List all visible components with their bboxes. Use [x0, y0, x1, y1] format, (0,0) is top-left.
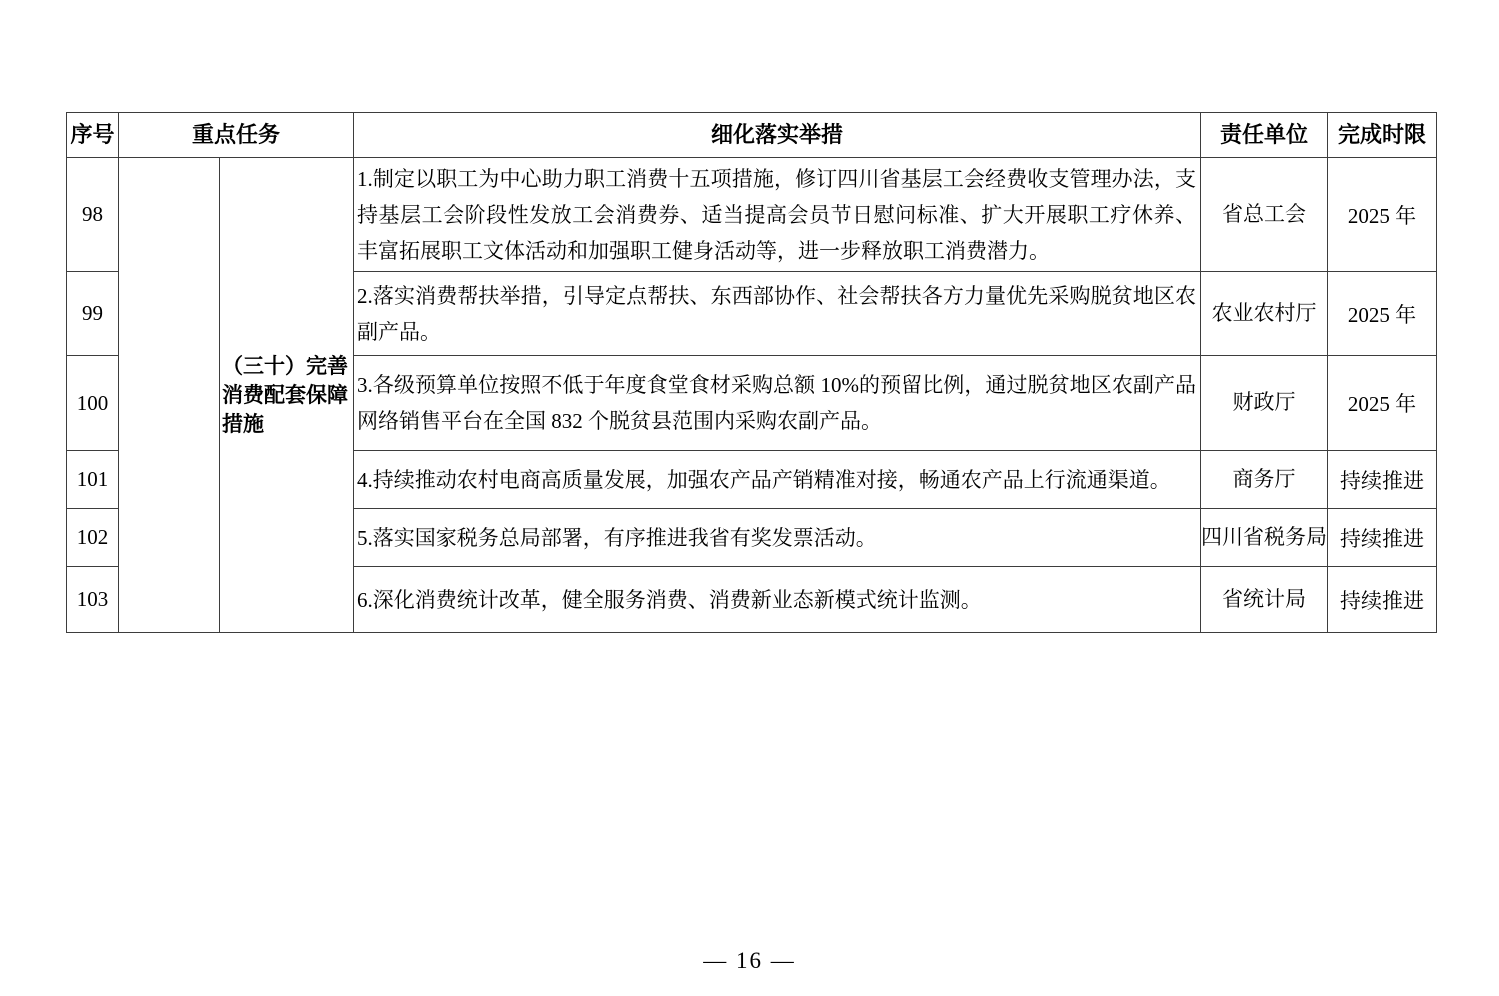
row-index: 101 — [67, 451, 119, 509]
row-index: 102 — [67, 509, 119, 567]
table-row — [67, 158, 1437, 272]
deadline: 2025 年 — [1328, 272, 1437, 356]
responsible-unit: 省总工会 — [1201, 158, 1328, 272]
deadline: 持续推进 — [1328, 509, 1437, 567]
responsible-unit: 财政厅 — [1201, 356, 1328, 451]
header-task: 重点任务 — [119, 113, 354, 158]
measure-text: 5.落实国家税务总局部署，有序推进我省有奖发票活动。 — [354, 509, 1201, 567]
task-table — [66, 112, 1437, 633]
measure-text: 6.深化消费统计改革，健全服务消费、消费新业态新模式统计监测。 — [354, 567, 1201, 633]
responsible-unit: 省统计局 — [1201, 567, 1328, 633]
row-index: 99 — [67, 272, 119, 356]
row-index: 98 — [67, 158, 119, 272]
responsible-unit: 商务厅 — [1201, 451, 1328, 509]
page-number: — 16 — — [703, 948, 796, 973]
table-header-row — [67, 113, 1437, 158]
measure-text: 4.持续推动农村电商高质量发展，加强农产品产销精准对接，畅通农产品上行流通渠道。 — [354, 451, 1201, 509]
row-index: 103 — [67, 567, 119, 633]
responsible-unit: 四川省税务局 — [1201, 509, 1328, 567]
header-index: 序号 — [67, 113, 119, 158]
task-group-label: （三十）完善消费配套保障措施 — [220, 158, 354, 633]
task-group-empty-cell — [119, 158, 220, 633]
header-deadline: 完成时限 — [1328, 113, 1437, 158]
deadline: 持续推进 — [1328, 567, 1437, 633]
deadline: 2025 年 — [1328, 158, 1437, 272]
deadline: 持续推进 — [1328, 451, 1437, 509]
responsible-unit: 农业农村厅 — [1201, 272, 1328, 356]
row-index: 100 — [67, 356, 119, 451]
deadline: 2025 年 — [1328, 356, 1437, 451]
measure-text: 3.各级预算单位按照不低于年度食堂食材采购总额 10%的预留比例，通过脱贫地区农副产品网络销售平台在全国 832 个脱贫县范围内采购农副产品。 — [354, 356, 1201, 451]
header-unit: 责任单位 — [1201, 113, 1328, 158]
header-measures: 细化落实举措 — [354, 113, 1201, 158]
measure-text: 2.落实消费帮扶举措，引导定点帮扶、东西部协作、社会帮扶各方力量优先采购脱贫地区农副产品。 — [354, 272, 1201, 356]
measure-text: 1.制定以职工为中心助力职工消费十五项措施，修订四川省基层工会经费收支管理办法，支持基层工会阶段性发放工会消费券、适当提高会员节日慰问标准、扩大开展职工疗休养、丰富拓展职工文体活动和加强职工健身活动等，进一步释放职工消费潜力。 — [354, 158, 1201, 272]
